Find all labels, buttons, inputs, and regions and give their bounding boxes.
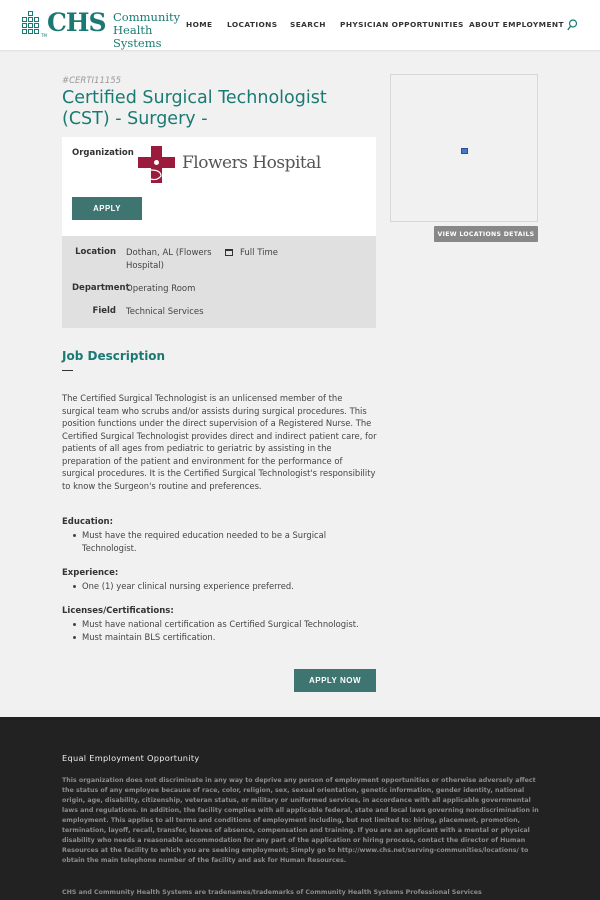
schedule-value: Full Time xyxy=(240,248,279,258)
department-label: Department xyxy=(72,283,130,293)
nav-locations[interactable]: LOCATIONS xyxy=(227,20,278,29)
hospital-name: Flowers Hospital xyxy=(182,153,321,173)
organization-card xyxy=(62,137,376,236)
apply-now-button[interactable]: APPLY NOW xyxy=(294,669,376,692)
view-locations-details-button[interactable]: VIEW LOCATIONS DETAILS xyxy=(434,226,538,242)
logo-name-line1: Community xyxy=(113,10,181,24)
apply-button[interactable]: APPLY xyxy=(72,197,142,220)
field-label: Field xyxy=(92,306,116,316)
field-value: Technical Services xyxy=(126,307,204,317)
calendar-icon xyxy=(225,249,233,256)
logo-trademark: TM xyxy=(41,33,47,38)
nav-physician-opportunities[interactable]: PHYSICIAN OPPORTUNITIES xyxy=(340,20,464,29)
department-value: Operating Room xyxy=(126,284,196,294)
logo-name-text xyxy=(113,11,192,50)
list-item: Must have national certification as Certified Surgical Technologist. xyxy=(82,618,372,631)
nav-home[interactable]: HOME xyxy=(186,20,213,29)
trademark-text: CHS and Community Health Systems are tradenames/trademarks of Community Health Systems Professional Services xyxy=(62,889,482,896)
eeo-text: This organization does not discriminate in any way to deprive any person of employment opportunities or otherwise adversely affect the status of any employee because of race, color, religion, sex, sexual orientation, genetic information, gender identity, national origin, age, disability, citizenship, veteran status, or military or uniformed services, in accordance with all applicable governmental laws and regulations. In addition, the facility complies with all applicable federal, state and local laws governing nondiscrimination in employment. This applies to all terms and conditions of employment including, but not limited to: hiring, placement, promotion, termination, layoff, recall, transfer, leaves of absence, compensation and training. If you are an applicant with a mental or physical disability who needs a reasonable accommodation for any part of the application or hiring process, contact the director of Human Resources at the facility to which you are seeking employment; Simply go to http://www.chs.net/serving-communities/locations/ to obtain the main telephone number of the facility and ask for Human Resources. xyxy=(62,777,539,864)
site-footer xyxy=(0,717,600,900)
list-item: One (1) year clinical nursing experience preferred. xyxy=(82,580,372,593)
job-details xyxy=(62,236,376,328)
organization-label: Organization xyxy=(72,148,134,158)
nav-about-employment[interactable]: ABOUT EMPLOYMENT xyxy=(469,20,564,29)
search-icon[interactable] xyxy=(567,19,578,31)
logo-name-line2: Health Systems xyxy=(113,23,162,50)
experience-heading: Experience: xyxy=(62,568,119,578)
education-heading: Education: xyxy=(62,517,113,527)
list-item: Must have the required education needed to be a Surgical Technologist. xyxy=(82,529,372,554)
location-map[interactable] xyxy=(390,74,538,222)
licenses-heading: Licenses/Certifications: xyxy=(62,606,174,616)
nav-search[interactable]: SEARCH xyxy=(290,20,326,29)
job-id: #CERTI11155 xyxy=(62,76,122,86)
heading-divider xyxy=(62,370,73,371)
job-description-heading: Job Description xyxy=(62,349,166,363)
experience-list xyxy=(82,580,372,593)
eeo-heading: Equal Employment Opportunity xyxy=(62,753,200,763)
logo-chs-text: CHS xyxy=(47,8,106,37)
education-list xyxy=(82,529,372,554)
hospital-logo xyxy=(137,146,321,184)
job-description-text: The Certified Surgical Technologist is an unlicensed member of the surgical team who scrubs and/or assists during surgical procedures. This position functions under the direct supervision of a Registered Nurse. The Certified Surgical Technologist provides direct and indirect patient care, for patients of all ages from pediatric to geriatric by assisting in the preparation of the patient and environment for the performance of surgical procedures. It is the Certified Surgical Technologist's responsibility to know the Surgeon's routine and preferences. xyxy=(62,393,377,491)
hospital-cross-icon xyxy=(137,146,177,184)
page-title: Certified Surgical Technologist (CST) - Surgery - xyxy=(62,88,327,129)
licenses-list xyxy=(82,618,372,643)
map-placeholder-icon xyxy=(461,148,468,154)
chs-logo[interactable] xyxy=(22,8,192,50)
list-item: Must maintain BLS certification. xyxy=(82,631,372,644)
location-value: Dothan, AL (Flowers Hospital) xyxy=(126,248,212,271)
location-label: Location xyxy=(75,247,116,257)
site-header xyxy=(0,0,600,50)
